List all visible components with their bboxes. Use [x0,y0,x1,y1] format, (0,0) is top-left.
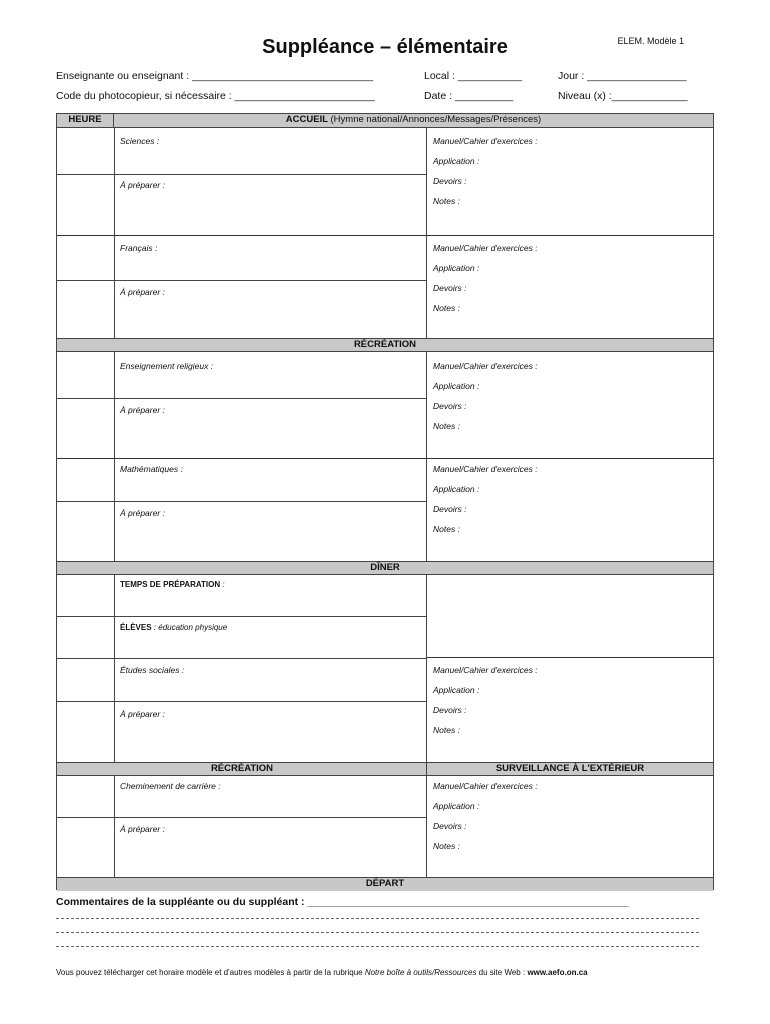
notes-label: Notes : [433,841,460,851]
row-divider [57,616,426,617]
notes-label: Notes : [433,196,460,206]
depart-band: DÉPART [57,877,713,891]
eleves-label: ÉLÈVES : éducation physique [120,623,228,632]
devoirs-label: Devoirs : [433,504,467,514]
subject-sciences: Sciences : [120,136,160,146]
manuel-label: Manuel/Cahier d'exercices : [433,464,538,474]
block-divider [57,458,713,459]
date-field: Date : __________ [424,90,514,102]
prep-label: À préparer : [120,180,165,190]
manuel-label: Manuel/Cahier d'exercices : [433,665,538,675]
application-label: Application : [433,381,480,391]
prep-label: À préparer : [120,709,165,719]
row-divider [57,398,426,399]
devoirs-label: Devoirs : [433,176,467,186]
comments-label: Commentaires de la suppléante ou du suppléant : _______________________________________________________ [56,896,629,908]
content-divider [426,128,427,338]
teacher-field: Enseignante ou enseignant : _______________________________ [56,70,374,82]
subject-etudes: Études sociales : [120,665,185,675]
diner-band: DÎNER [57,561,713,575]
heure-header: HEURE [57,114,114,128]
footer-url: www.aefo.on.ca [527,968,588,977]
notes-label: Notes : [433,524,460,534]
prep-label: À préparer : [120,287,165,297]
prep-label: À préparer : [120,405,165,415]
notes-label: Notes : [433,303,460,313]
comment-line [56,918,699,919]
row-divider [57,280,426,281]
block-divider [426,657,713,658]
row-divider [57,501,426,502]
subject-math: Mathématiques : [120,464,183,474]
devoirs-label: Devoirs : [433,401,467,411]
photocopier-field: Code du photocopieur, si nécessaire : ________________________ [56,90,375,102]
manuel-label: Manuel/Cahier d'exercices : [433,781,538,791]
page-title: Suppléance – élémentaire [262,36,508,58]
comment-line [56,946,699,947]
day-field: Jour : _________________ [558,70,687,82]
manuel-label: Manuel/Cahier d'exercices : [433,361,538,371]
manuel-label: Manuel/Cahier d'exercices : [433,243,538,253]
recreation2-band: RÉCRÉATION [57,762,427,776]
local-field: Local : ___________ [424,70,523,82]
manuel-label: Manuel/Cahier d'exercices : [433,136,538,146]
devoirs-label: Devoirs : [433,705,467,715]
devoirs-label: Devoirs : [433,821,467,831]
notes-label: Notes : [433,725,460,735]
notes-label: Notes : [433,421,460,431]
application-label: Application : [433,685,480,695]
level-field: Niveau (x) :_____________ [558,90,688,102]
subject-francais: Français : [120,243,158,253]
row-divider [57,174,426,175]
block-divider [57,235,713,236]
application-label: Application : [433,484,480,494]
row-divider [57,701,426,702]
comment-line [56,932,699,933]
subject-carriere: Cheminement de carrière : [120,781,221,791]
accueil-band: ACCUEIL (Hymne national/Annonces/Messages/Présences) [114,114,713,128]
devoirs-label: Devoirs : [433,283,467,293]
surveillance-band: SURVEILLANCE À L'EXTÉRIEUR [426,762,713,776]
row-divider [57,658,426,659]
schedule-table [56,113,714,890]
content-divider [426,352,427,561]
footer-note: Vous pouvez télécharger cet horaire modèle et d'autres modèles à partir de la rubrique Notre boîte à outils/Ressources du site Web : www.aefo.on.ca [56,968,588,977]
model-label: ELEM. Modèle 1 [617,36,684,46]
application-label: Application : [433,263,480,273]
content-divider [426,575,427,763]
prep-label: À préparer : [120,824,165,834]
application-label: Application : [433,156,480,166]
row-divider [57,817,426,818]
application-label: Application : [433,801,480,811]
prep-label: À préparer : [120,508,165,518]
content-divider [426,776,427,877]
subject-religion: Enseignement religieux : [120,361,214,371]
recreation-band: RÉCRÉATION [57,338,713,352]
prep-time-label: TEMPS DE PRÉPARATION : [120,580,225,589]
